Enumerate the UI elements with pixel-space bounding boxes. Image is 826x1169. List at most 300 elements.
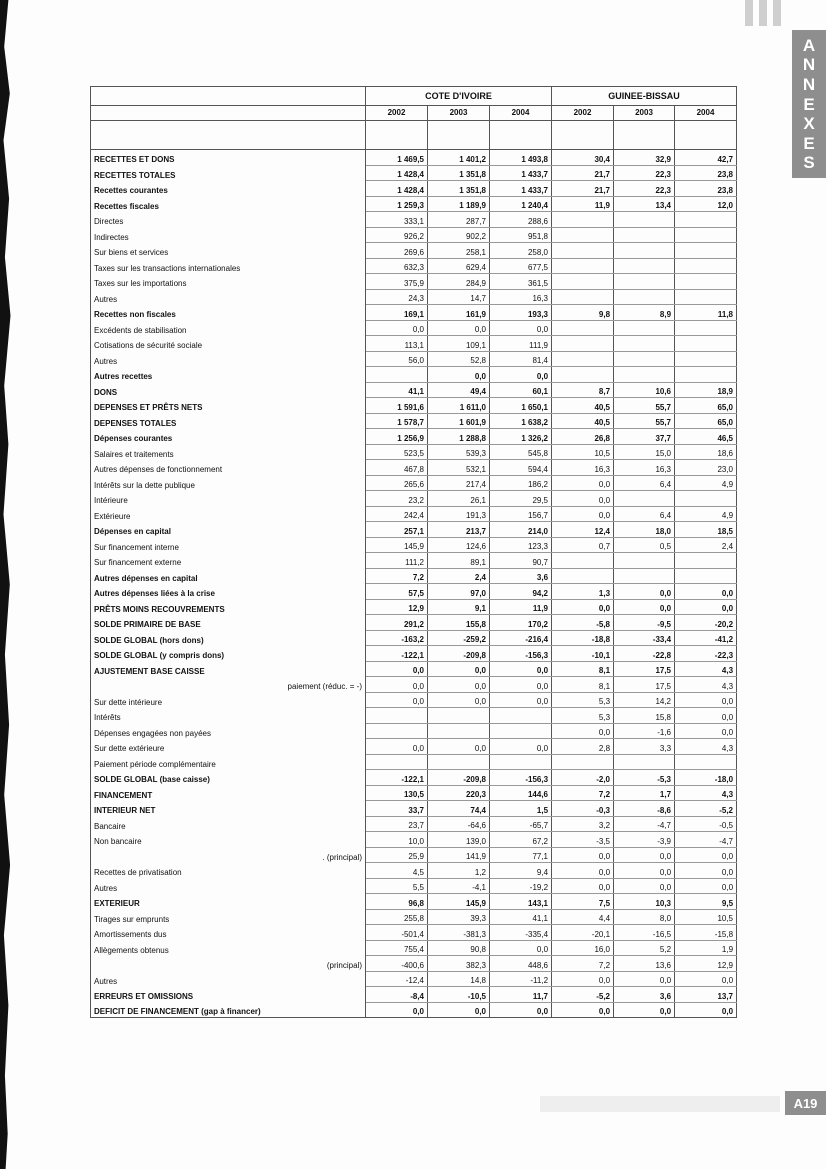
table-row: [91, 847, 737, 863]
value-cell: -18,0: [675, 770, 737, 786]
row-label: Non bancaire: [91, 832, 366, 848]
table-row: [91, 506, 737, 522]
row-header-blank: [91, 87, 366, 106]
value-cell: 94,2: [490, 584, 552, 600]
value-cell: 0,0: [675, 584, 737, 600]
value-cell: 113,1: [366, 336, 428, 352]
value-cell: 8,1: [552, 677, 614, 693]
value-cell: 214,0: [490, 522, 552, 538]
value-cell: [552, 274, 614, 290]
value-cell: 1 638,2: [490, 413, 552, 429]
value-cell: 1 469,5: [366, 150, 428, 166]
footer-faded-band: [540, 1096, 780, 1112]
value-cell: 532,1: [428, 460, 490, 476]
value-cell: 1,2: [428, 863, 490, 879]
table-row: [91, 832, 737, 848]
value-cell: [490, 723, 552, 739]
value-cell: -41,2: [675, 630, 737, 646]
value-cell: 0,0: [614, 863, 675, 879]
value-cell: 143,1: [490, 894, 552, 910]
value-cell: [428, 723, 490, 739]
value-cell: 55,7: [614, 398, 675, 414]
value-cell: 10,5: [552, 444, 614, 460]
country-header-guinee-bissau: GUINEE-BISSAU: [552, 87, 737, 106]
table-row: [91, 227, 737, 243]
value-cell: [614, 289, 675, 305]
table-row: [91, 196, 737, 212]
value-cell: 12,9: [366, 599, 428, 615]
value-cell: 0,0: [428, 677, 490, 693]
value-cell: 90,8: [428, 940, 490, 956]
value-cell: 0,0: [366, 661, 428, 677]
value-cell: 55,7: [614, 413, 675, 429]
value-cell: 0,0: [490, 320, 552, 336]
value-cell: 41,1: [366, 382, 428, 398]
table-row: [91, 475, 737, 491]
value-cell: 1 351,8: [428, 165, 490, 181]
value-cell: [614, 320, 675, 336]
value-cell: 0,0: [675, 863, 737, 879]
value-cell: 3,3: [614, 739, 675, 755]
spacer-row: [91, 121, 737, 150]
value-cell: 217,4: [428, 475, 490, 491]
value-cell: -15,8: [675, 925, 737, 941]
value-cell: 89,1: [428, 553, 490, 569]
table-row: [91, 522, 737, 538]
value-cell: 124,6: [428, 537, 490, 553]
value-cell: 269,6: [366, 243, 428, 259]
table-row: [91, 274, 737, 290]
row-label: Salaires et traitements: [91, 444, 366, 460]
table-row: [91, 723, 737, 739]
value-cell: 41,1: [490, 909, 552, 925]
year-header: 2003: [428, 106, 490, 121]
value-cell: 7,2: [552, 956, 614, 972]
value-cell: 287,7: [428, 212, 490, 228]
table-row: [91, 165, 737, 181]
value-cell: 21,7: [552, 165, 614, 181]
value-cell: 12,9: [675, 956, 737, 972]
row-label: Indirectes: [91, 227, 366, 243]
value-cell: -209,8: [428, 646, 490, 662]
value-cell: 0,0: [490, 1002, 552, 1018]
value-cell: 141,9: [428, 847, 490, 863]
value-cell: 0,0: [490, 367, 552, 383]
value-cell: [614, 754, 675, 770]
value-cell: [614, 351, 675, 367]
value-cell: -9,5: [614, 615, 675, 631]
value-cell: [675, 289, 737, 305]
value-cell: 40,5: [552, 398, 614, 414]
value-cell: 18,6: [675, 444, 737, 460]
value-cell: -259,2: [428, 630, 490, 646]
year-header: 2004: [490, 106, 552, 121]
row-label: . (principal): [91, 847, 366, 863]
value-cell: [552, 367, 614, 383]
value-cell: -18,8: [552, 630, 614, 646]
value-cell: -65,7: [490, 816, 552, 832]
value-cell: 258,0: [490, 243, 552, 259]
value-cell: 4,3: [675, 785, 737, 801]
row-label: Cotisations de sécurité sociale: [91, 336, 366, 352]
value-cell: 15,8: [614, 708, 675, 724]
table-row: [91, 956, 737, 972]
value-cell: 629,4: [428, 258, 490, 274]
value-cell: 30,4: [552, 150, 614, 166]
annex-tab-letter: E: [803, 94, 815, 114]
value-cell: 0,0: [614, 1002, 675, 1018]
table-row: [91, 553, 737, 569]
value-cell: -122,1: [366, 770, 428, 786]
row-label: Sur financement interne: [91, 537, 366, 553]
value-cell: 111,2: [366, 553, 428, 569]
value-cell: 7,5: [552, 894, 614, 910]
value-cell: 1 351,8: [428, 181, 490, 197]
value-cell: -10,5: [428, 987, 490, 1003]
table-row: [91, 661, 737, 677]
value-cell: 4,3: [675, 739, 737, 755]
value-cell: [428, 708, 490, 724]
year-header-blank: [91, 106, 366, 121]
value-cell: 361,5: [490, 274, 552, 290]
value-cell: [552, 227, 614, 243]
value-cell: 0,0: [366, 739, 428, 755]
value-cell: 0,0: [366, 1002, 428, 1018]
value-cell: 74,4: [428, 801, 490, 817]
value-cell: 0,0: [428, 320, 490, 336]
row-label: Bancaire: [91, 816, 366, 832]
value-cell: 2,8: [552, 739, 614, 755]
value-cell: -12,4: [366, 971, 428, 987]
row-label: Dépenses engagées non payées: [91, 723, 366, 739]
row-label: Autres: [91, 971, 366, 987]
value-cell: 951,8: [490, 227, 552, 243]
row-label: Sur biens et services: [91, 243, 366, 259]
value-cell: 0,0: [552, 847, 614, 863]
value-cell: [552, 289, 614, 305]
table-row: [91, 801, 737, 817]
row-label: Autres: [91, 878, 366, 894]
value-cell: -22,8: [614, 646, 675, 662]
value-cell: 926,2: [366, 227, 428, 243]
value-cell: [675, 351, 737, 367]
value-cell: [614, 491, 675, 507]
value-cell: 130,5: [366, 785, 428, 801]
value-cell: 1 601,9: [428, 413, 490, 429]
value-cell: -5,2: [552, 987, 614, 1003]
value-cell: [366, 367, 428, 383]
value-cell: [552, 336, 614, 352]
value-cell: 10,3: [614, 894, 675, 910]
value-cell: -216,4: [490, 630, 552, 646]
row-label: Recettes de privatisation: [91, 863, 366, 879]
value-cell: [675, 568, 737, 584]
value-cell: [490, 708, 552, 724]
table-row: [91, 909, 737, 925]
table-row: [91, 382, 737, 398]
value-cell: 46,5: [675, 429, 737, 445]
value-cell: 0,0: [428, 739, 490, 755]
value-cell: 6,4: [614, 475, 675, 491]
value-cell: 23,2: [366, 491, 428, 507]
value-cell: -5,2: [675, 801, 737, 817]
annex-tab-letter: X: [803, 114, 815, 134]
value-cell: [675, 258, 737, 274]
value-cell: 8,0: [614, 909, 675, 925]
year-header: 2003: [614, 106, 675, 121]
value-cell: 3,6: [614, 987, 675, 1003]
value-cell: 0,0: [675, 1002, 737, 1018]
table-row: [91, 615, 737, 631]
value-cell: 0,0: [428, 1002, 490, 1018]
value-cell: 23,7: [366, 816, 428, 832]
row-label: SOLDE GLOBAL (base caisse): [91, 770, 366, 786]
value-cell: 291,2: [366, 615, 428, 631]
value-cell: 16,3: [614, 460, 675, 476]
value-cell: 0,0: [614, 878, 675, 894]
value-cell: 0,0: [614, 584, 675, 600]
value-cell: -4,1: [428, 878, 490, 894]
row-label: Sur financement externe: [91, 553, 366, 569]
row-label: Autres dépenses de fonctionnement: [91, 460, 366, 476]
value-cell: 1,5: [490, 801, 552, 817]
value-cell: 40,5: [552, 413, 614, 429]
value-cell: 3,2: [552, 816, 614, 832]
row-label: Autres recettes: [91, 367, 366, 383]
value-cell: 4,9: [675, 506, 737, 522]
value-cell: 0,0: [614, 971, 675, 987]
value-cell: -209,8: [428, 770, 490, 786]
table-row: [91, 770, 737, 786]
value-cell: 220,3: [428, 785, 490, 801]
row-label: Amortissements dus: [91, 925, 366, 941]
value-cell: 0,0: [675, 692, 737, 708]
table-row: [91, 568, 737, 584]
row-label: Recettes non fiscales: [91, 305, 366, 321]
table-row: [91, 584, 737, 600]
table-row: [91, 754, 737, 770]
value-cell: -4,7: [614, 816, 675, 832]
value-cell: [675, 320, 737, 336]
row-label: Allègements obtenus: [91, 940, 366, 956]
value-cell: -20,1: [552, 925, 614, 941]
value-cell: 0,0: [552, 971, 614, 987]
table-row: [91, 739, 737, 755]
value-cell: 56,0: [366, 351, 428, 367]
value-cell: 1 326,2: [490, 429, 552, 445]
row-label: Paiement période complémentaire: [91, 754, 366, 770]
row-label: Intérieure: [91, 491, 366, 507]
value-cell: 18,9: [675, 382, 737, 398]
value-cell: 0,0: [552, 599, 614, 615]
table-row: [91, 987, 737, 1003]
table-row: [91, 940, 737, 956]
value-cell: 10,6: [614, 382, 675, 398]
value-cell: 258,1: [428, 243, 490, 259]
value-cell: [428, 754, 490, 770]
value-cell: -8,6: [614, 801, 675, 817]
row-label: RECETTES TOTALES: [91, 165, 366, 181]
row-label: Autres: [91, 289, 366, 305]
table-row: [91, 444, 737, 460]
table-row: [91, 413, 737, 429]
value-cell: -64,6: [428, 816, 490, 832]
year-header: 2002: [552, 106, 614, 121]
row-label: Intérêts sur la dette publique: [91, 475, 366, 491]
row-label: SOLDE PRIMAIRE DE BASE: [91, 615, 366, 631]
year-header: 2002: [366, 106, 428, 121]
value-cell: 0,7: [552, 537, 614, 553]
value-cell: 8,7: [552, 382, 614, 398]
value-cell: [675, 491, 737, 507]
value-cell: 0,0: [675, 878, 737, 894]
value-cell: 0,0: [366, 692, 428, 708]
value-cell: 1 611,0: [428, 398, 490, 414]
value-cell: 169,1: [366, 305, 428, 321]
value-cell: [552, 754, 614, 770]
value-cell: 42,7: [675, 150, 737, 166]
value-cell: [675, 243, 737, 259]
value-cell: [366, 723, 428, 739]
value-cell: [552, 320, 614, 336]
value-cell: [675, 212, 737, 228]
value-cell: 8,1: [552, 661, 614, 677]
value-cell: 0,0: [552, 1002, 614, 1018]
value-cell: 0,0: [675, 599, 737, 615]
value-cell: 109,1: [428, 336, 490, 352]
value-cell: -381,3: [428, 925, 490, 941]
value-cell: 242,4: [366, 506, 428, 522]
row-label: Taxes sur les transactions internationales: [91, 258, 366, 274]
value-cell: 0,0: [552, 491, 614, 507]
value-cell: 23,8: [675, 181, 737, 197]
value-cell: 677,5: [490, 258, 552, 274]
value-cell: 0,0: [614, 847, 675, 863]
value-cell: 4,4: [552, 909, 614, 925]
value-cell: 170,2: [490, 615, 552, 631]
value-cell: 2,4: [675, 537, 737, 553]
value-cell: 0,0: [490, 692, 552, 708]
value-cell: 23,8: [675, 165, 737, 181]
row-label: Dépenses courantes: [91, 429, 366, 445]
value-cell: 26,8: [552, 429, 614, 445]
value-cell: 0,0: [552, 723, 614, 739]
value-cell: -16,5: [614, 925, 675, 941]
table-row: [91, 150, 737, 166]
value-cell: 467,8: [366, 460, 428, 476]
value-cell: 1,3: [552, 584, 614, 600]
row-label: DEPENSES TOTALES: [91, 413, 366, 429]
value-cell: 0,0: [675, 971, 737, 987]
value-cell: 145,9: [366, 537, 428, 553]
value-cell: 16,3: [552, 460, 614, 476]
value-cell: 213,7: [428, 522, 490, 538]
value-cell: 1 428,4: [366, 181, 428, 197]
value-cell: -19,2: [490, 878, 552, 894]
value-cell: 1 493,8: [490, 150, 552, 166]
value-cell: 9,5: [675, 894, 737, 910]
value-cell: [614, 258, 675, 274]
row-label: Sur dette intérieure: [91, 692, 366, 708]
row-label: PRÊTS MOINS RECOUVREMENTS: [91, 599, 366, 615]
value-cell: 33,7: [366, 801, 428, 817]
value-cell: 1 591,6: [366, 398, 428, 414]
value-cell: 12,0: [675, 196, 737, 212]
value-cell: 26,1: [428, 491, 490, 507]
value-cell: 448,6: [490, 956, 552, 972]
row-label: paiement (réduc. = -): [91, 677, 366, 693]
row-label: FINANCEMENT: [91, 785, 366, 801]
table-row: [91, 925, 737, 941]
value-cell: [552, 553, 614, 569]
value-cell: 0,0: [675, 708, 737, 724]
table-row: [91, 537, 737, 553]
value-cell: 0,0: [675, 847, 737, 863]
value-cell: [675, 227, 737, 243]
row-label: Intérêts: [91, 708, 366, 724]
value-cell: 0,0: [428, 367, 490, 383]
value-cell: 161,9: [428, 305, 490, 321]
value-cell: 15,0: [614, 444, 675, 460]
value-cell: 1 650,1: [490, 398, 552, 414]
value-cell: [614, 243, 675, 259]
value-cell: 0,0: [490, 739, 552, 755]
table-row: [91, 258, 737, 274]
value-cell: -33,4: [614, 630, 675, 646]
value-cell: 6,4: [614, 506, 675, 522]
value-cell: [675, 553, 737, 569]
value-cell: 17,5: [614, 677, 675, 693]
table-row: [91, 863, 737, 879]
value-cell: 49,4: [428, 382, 490, 398]
value-cell: 1 189,9: [428, 196, 490, 212]
value-cell: -4,7: [675, 832, 737, 848]
value-cell: 25,9: [366, 847, 428, 863]
value-cell: 1 256,9: [366, 429, 428, 445]
value-cell: 16,3: [490, 289, 552, 305]
value-cell: 8,9: [614, 305, 675, 321]
value-cell: [614, 553, 675, 569]
row-label: Recettes courantes: [91, 181, 366, 197]
value-cell: -0,3: [552, 801, 614, 817]
table-row: [91, 398, 737, 414]
value-cell: -20,2: [675, 615, 737, 631]
value-cell: 632,3: [366, 258, 428, 274]
value-cell: 255,8: [366, 909, 428, 925]
value-cell: 39,3: [428, 909, 490, 925]
table-row: [91, 816, 737, 832]
table-row: [91, 367, 737, 383]
value-cell: 0,0: [366, 320, 428, 336]
value-cell: 594,4: [490, 460, 552, 476]
value-cell: -11,2: [490, 971, 552, 987]
value-cell: 9,8: [552, 305, 614, 321]
value-cell: 90,7: [490, 553, 552, 569]
table-row: [91, 305, 737, 321]
table-row: [91, 243, 737, 259]
value-cell: -10,1: [552, 646, 614, 662]
row-label: Excédents de stabilisation: [91, 320, 366, 336]
value-cell: 111,9: [490, 336, 552, 352]
value-cell: -335,4: [490, 925, 552, 941]
value-cell: 37,7: [614, 429, 675, 445]
value-cell: -22,3: [675, 646, 737, 662]
value-cell: 5,5: [366, 878, 428, 894]
value-cell: 1 433,7: [490, 165, 552, 181]
value-cell: 9,1: [428, 599, 490, 615]
row-label: EXTERIEUR: [91, 894, 366, 910]
value-cell: 0,0: [552, 475, 614, 491]
